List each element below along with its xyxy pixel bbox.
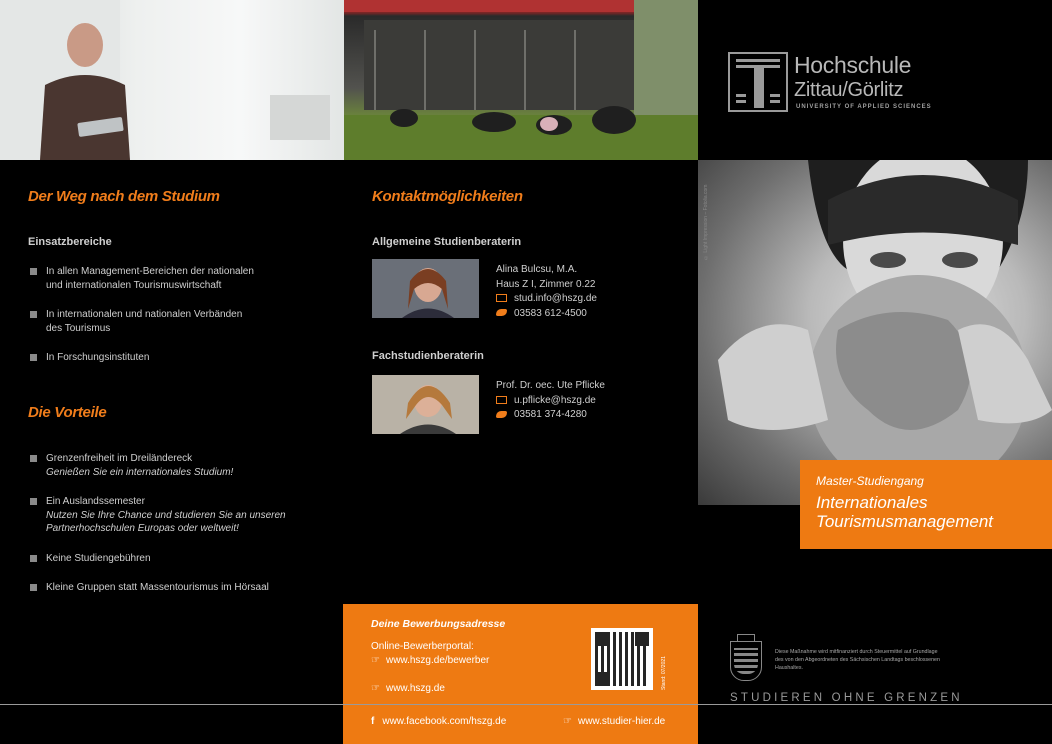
advisor-email[interactable]: u.pflicke@hszg.de — [514, 394, 596, 406]
bullet-square-icon — [30, 455, 37, 462]
funding-note: Diese Maßnahme wird mitfinanziert durch Steuermittel auf Grundlage des von den Abgeordneten des Sächsischen Landtags beschlossenen Haushaltes. — [775, 649, 940, 671]
globe-scene — [698, 160, 1052, 505]
bullet-square-icon — [30, 498, 37, 505]
career-heading: Der Weg nach dem Studium — [28, 188, 220, 205]
list-item: In allen Management-Bereichen der nationalen und internationalen Tourismuswirtschaft — [28, 265, 328, 292]
advantages-heading: Die Vorteile — [28, 404, 107, 421]
bullet-square-icon — [30, 584, 37, 591]
general-advisor-label: Allgemeine Studienberaterin — [372, 236, 522, 248]
advisor-room: Haus Z I, Zimmer 0.22 — [496, 278, 596, 290]
contact-heading: Kontaktmöglichkeiten — [372, 188, 523, 205]
bullet-square-icon — [30, 354, 37, 361]
bullet-square-icon — [30, 268, 37, 275]
advisor-email-row[interactable] — [496, 292, 597, 307]
university-logo — [728, 52, 938, 114]
advisor-name: Prof. Dr. oec. Ute Pflicke — [496, 380, 605, 391]
career-subheading: Einsatzbereiche — [28, 236, 112, 248]
application-heading: Deine Bewerbungsadresse — [371, 618, 506, 630]
general-advisor-details — [496, 263, 597, 321]
advisor-phone: 03581 374-4280 — [514, 409, 587, 420]
list-item: Keine Studiengebühren — [28, 552, 338, 566]
advisor-photo-pflicke — [372, 375, 479, 434]
phone-icon — [496, 411, 507, 418]
application-links — [371, 640, 489, 696]
advantages-list — [28, 452, 338, 595]
arrow-right-icon: ☞ — [371, 655, 380, 666]
career-list — [28, 265, 328, 365]
program-kicker: Master-Studiengang — [816, 474, 924, 488]
qr-code-icon — [595, 632, 649, 686]
stand-date: Stand: 07/2021 — [661, 656, 667, 690]
facebook-icon: f — [371, 716, 375, 727]
fold-line — [0, 704, 1052, 705]
qr-code[interactable] — [591, 628, 653, 690]
portrait-bulcsu — [372, 259, 479, 318]
list-item: In internationalen und nationalen Verbänden des Tourismus — [28, 308, 328, 335]
studier-link[interactable]: ☞ www.studier-hier.de — [563, 716, 666, 727]
list-item: Grenzenfreiheit im Dreiländereck Genießen Sie ein internationales Studium! — [28, 452, 338, 479]
portal-label: Online-Bewerberportal: — [371, 641, 474, 652]
advisor-email-row[interactable] — [496, 394, 605, 409]
advisor-phone-row — [496, 408, 605, 423]
list-item: Ein Auslandssemester Nutzen Sie Ihre Chance und studieren Sie an unseren Partnerhochschulen Europas oder weltweit! — [28, 495, 338, 536]
advisor-phone: 03583 612-4500 — [514, 307, 587, 319]
list-item: Kleine Gruppen statt Massentourismus im Hörsaal — [28, 581, 338, 595]
logo-tagline: UNIVERSITY OF APPLIED SCIENCES — [796, 104, 932, 110]
slogan: STUDIEREN OHNE GRENZEN — [730, 692, 963, 704]
globe-photo — [698, 160, 1052, 505]
logo-name-line1: Hochschule — [794, 52, 912, 78]
advisor-phone-row — [496, 307, 597, 322]
arrow-right-icon: ☞ — [563, 716, 572, 727]
bullet-square-icon — [30, 555, 37, 562]
logo-name-line2: Zittau/Görlitz — [794, 79, 904, 101]
student-figure — [0, 0, 344, 160]
mail-icon — [496, 396, 507, 404]
portrait-pflicke — [372, 375, 479, 434]
subject-advisor-label: Fachstudienberaterin — [372, 350, 484, 362]
bullet-square-icon — [30, 311, 37, 318]
portal-link[interactable]: ☞ www.hszg.de/bewerber — [371, 655, 490, 666]
phone-icon — [496, 309, 507, 316]
application-box — [343, 604, 698, 744]
logo-mark-icon — [728, 52, 788, 112]
program-title-line1: Internationales — [816, 493, 928, 512]
subject-advisor-details — [496, 379, 605, 423]
arrow-right-icon: ☞ — [371, 683, 380, 694]
program-title-box — [800, 460, 1052, 549]
program-title-line2: Tourismusmanagement — [816, 512, 994, 531]
advisor-email[interactable]: stud.info@hszg.de — [514, 293, 597, 304]
list-item: In Forschungsinstituten — [28, 351, 328, 365]
site-link[interactable]: ☞ www.hszg.de — [371, 683, 445, 694]
photo-credit: © Light Impression – Fotolia.com — [703, 184, 709, 260]
saxony-coat-of-arms-icon — [730, 641, 762, 681]
campus-photo — [344, 0, 698, 160]
student-photo — [0, 0, 344, 160]
mail-icon — [496, 294, 507, 302]
facebook-link[interactable]: f www.facebook.com/hszg.de — [371, 716, 507, 727]
advisor-name: Alina Bulcsu, M.A. — [496, 264, 578, 275]
campus-scene — [344, 0, 698, 160]
advisor-photo-bulcsu — [372, 259, 479, 318]
